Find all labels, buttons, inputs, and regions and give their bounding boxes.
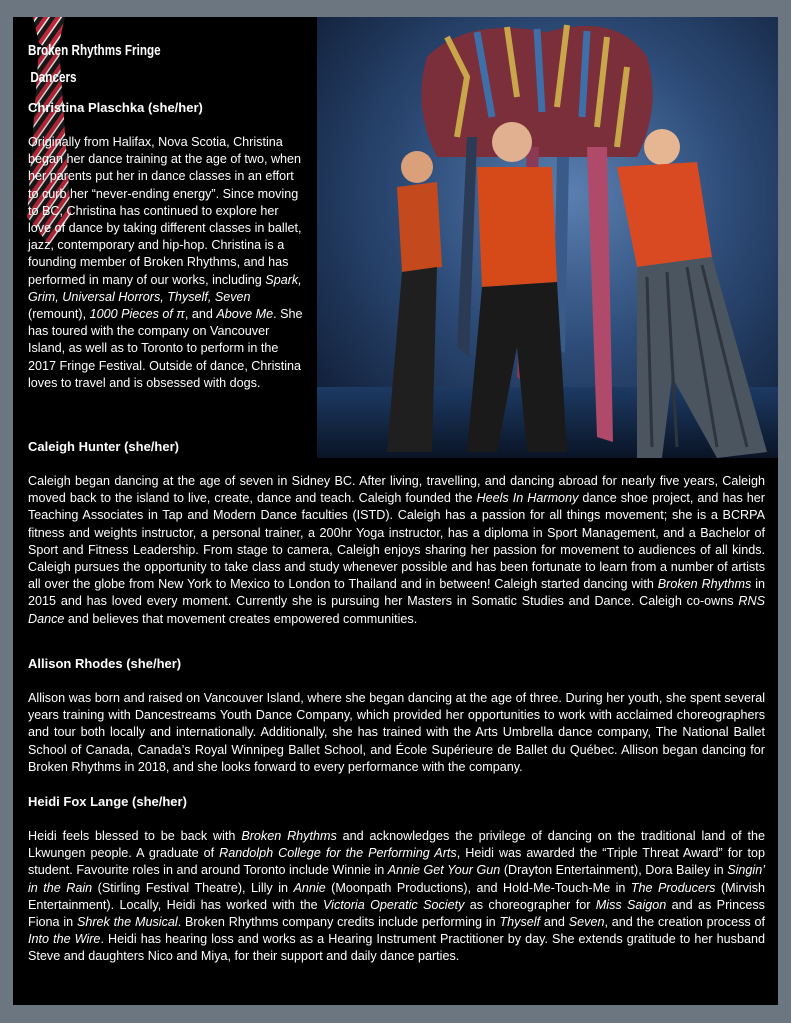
dancers-photo	[317, 17, 778, 458]
bio-italic-title: Shrek the Musical	[76, 915, 178, 930]
bio-text: , Heidi was awarded the “Triple Threat Award” for top student. Favourite roles in and around Toronto include Winnie in	[28, 846, 765, 878]
bio-text: (Mirvish Entertainment). Locally, Heidi has worked with the	[28, 880, 765, 912]
bio-text: . She has toured with the company on Vancouver Island, as well as to Toronto to perform in the 2017 Fringe Festival. Outside of dance, Christina loves to travel and is obsessed with dogs.	[28, 307, 303, 390]
page-title	[28, 37, 161, 91]
dancer-name: Christina Plaschka (she/her)	[28, 100, 203, 115]
bio-italic-title: Into the Wire	[28, 932, 101, 947]
dancer-bio	[28, 828, 765, 966]
bio-italic-title: Above Me	[216, 307, 274, 322]
bio-text: and	[540, 915, 569, 930]
bio-text: , and the creation process of	[604, 915, 766, 930]
title-line-1: Broken Rhythms Fringe	[28, 42, 161, 59]
bio-text: (Stirling Festival Theatre), Lilly in	[92, 880, 294, 895]
bio-italic-title: Seven	[568, 915, 605, 930]
bio-italic-title: The Producers	[630, 880, 716, 895]
bio-text: . Broken Rhythms company credits include performing in	[177, 915, 500, 930]
bio-italic-title: Randolph College for the Performing Arts	[219, 846, 457, 861]
title-line-2: Dancers	[30, 69, 77, 86]
bio-text: and believes that movement creates empowered communities.	[64, 611, 418, 626]
dancer-name: Heidi Fox Lange (she/her)	[28, 794, 187, 809]
bio-text: Caleigh began dancing at the age of seven in Sidney BC. After living, travelling, and dancing abroad for nearly five years, Caleigh moved back to the island to live, create, dance and teach. Caleigh founded the	[28, 474, 765, 506]
bio-text: (Moonpath Productions), and Hold-Me-Touch-Me in	[325, 880, 631, 895]
bio-text: and as Princess Fiona in	[28, 897, 765, 930]
bio-italic-title: Spark, Grim, Universal Horrors, Thyself, Seven	[28, 272, 302, 304]
dancer-name: Caleigh Hunter (she/her)	[28, 439, 179, 454]
bio-italic-title: Heels In Harmony	[476, 491, 579, 506]
bio-text: (remount),	[28, 307, 90, 322]
bio-italic-title: RNS Dance	[28, 594, 765, 626]
dancer-bio	[28, 690, 765, 776]
bio-text: and acknowledges the privilege of dancing on the traditional land of the Lkwungen people. A graduate of	[28, 829, 766, 861]
bio-text: (Drayton Entertainment), Dora Bailey in	[500, 863, 728, 878]
bio-italic-title: Victoria Operatic Society	[322, 897, 465, 912]
bio-text: Heidi feels blessed to be back with	[28, 829, 242, 843]
bio-text: dance shoe project, and has her Teaching Associates in Tap and Modern Dance faculties (ISTD). Caleigh has a passion for all things movement; she is a BCRPA fitness and weights instructor, a personal trainer, a 200hr Yoga instructor, has a diploma in Sport Management, and a Bachelor of Sport and Fitness Leadership. From stage to camera, Caleigh enjoys sharing her passion for movement to audiences of all kinds. Caleigh pursues the opportunity to take class and study whenever possible and has been fortunate to learn from a number of artists all over the globe from New York to Mexico to London to Thailand and in between! Caleigh started dancing with	[28, 491, 765, 592]
bio-italic-title: Broken Rhythms	[241, 829, 337, 843]
bio-italic-title: 1000 Pieces of π	[89, 307, 185, 322]
dancer-bio	[28, 134, 303, 392]
bio-italic-title: Broken Rhythms	[657, 577, 752, 592]
dancer-bio	[28, 473, 765, 628]
bio-italic-title: Miss Saigon	[595, 897, 667, 912]
bio-text: . Heidi has hearing loss and works as a Hearing Instrument Practitioner by day. She extends gratitude to her husband Steve and daughters Nico and Miya, for their support and daily dance parties.	[28, 932, 765, 964]
dancer-name: Allison Rhodes (she/her)	[28, 656, 182, 671]
bio-italic-title: Thyself	[499, 915, 541, 930]
bio-italic-title: Singin’ in the Rain	[28, 863, 765, 895]
bio-italic-title: Annie Get Your Gun	[387, 863, 501, 878]
bio-text: Originally from Halifax, Nova Scotia, Christina began her dance training at the age of two, when her parents put her in dance classes in an effort to curb her “never-ending energy”. Since moving to BC, Christina has continued to explore her love of dance by taking different classes in ballet, jazz, contemporary and hip-hop. Christina is a founding member of Broken Rhythms, and has performed in many of our works, including	[28, 135, 302, 287]
bio-text: in 2015 and has loved every moment. Currently she is pursuing her Masters in Somatic Studies and Dance. Caleigh co-owns	[28, 577, 765, 609]
bio-text: , and	[184, 307, 217, 322]
bio-text: as choreographer for	[464, 897, 596, 912]
page	[13, 17, 778, 1005]
bio-italic-title: Annie	[293, 880, 326, 895]
bio-text: Allison was born and raised on Vancouver Island, where she began dancing at the age of three. During her youth, she spent several years training with Dancestreams Youth Dance Company, which provided her opportunities to work with acclaimed choreographers and tour both locally and internationally. Additionally, she has trained with the Arts Umbrella dance company, The National Ballet School of Canada, Canada’s Royal Winnipeg Ballet School, and École Supérieure de Ballet du Québec. Allison began dancing for Broken Rhythms in 2018, and she looks forward to every performance with the company.	[28, 691, 765, 774]
